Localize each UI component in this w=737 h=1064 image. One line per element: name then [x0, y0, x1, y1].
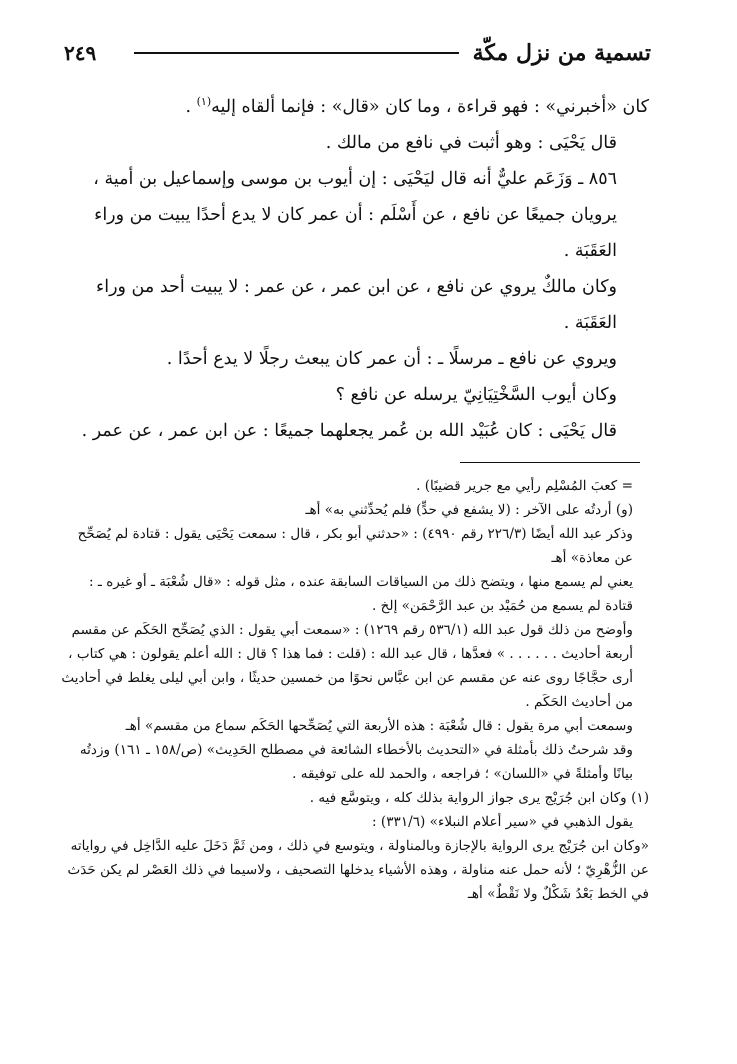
footnote-separator — [460, 462, 640, 463]
footnote-1: (١) وكان ابن جُرَيْج يرى جواز الرواية بذلك كله ، ويتوسَّع فيه . — [309, 790, 649, 806]
main-paragraph-4: وكان مالكٌ يروي عن نافع ، عن ابن عمر ، عن عمر : لا يبيت أحد من وراء العَقَبَة . — [96, 276, 617, 333]
footnote-line-4: يعني لم يسمع منها ، ويتضح ذلك من السياقات السابقة عنده ، مثل قوله : «قال شُعْبَة ـ أو غيره ـ : قتادة لم يسمع من حُمَيْد بن عبد الرَّحْمَن» إلخ . — [88, 574, 633, 614]
page-header — [64, 38, 651, 68]
header-rule — [134, 52, 459, 54]
main-paragraph-5: ويروي عن نافع ـ مرسلًا ـ : أن عمر كان يبعث رجلًا لا يدع أحدًا . — [166, 348, 617, 369]
main-paragraph-7: قال يَحْيَى : كان عُبَيْد الله بن عُمر يجعلهما جميعًا : عن ابن عمر ، عن عمر . — [81, 420, 617, 441]
main-paragraph-1-text: كان «أخبرني» : فهو قراءة ، وما كان «قال» : فإنما ألقاه إليه — [211, 96, 649, 117]
footnote-1-quote: «وكان ابن جُرَيْج يرى الرواية بالإجازة وبالمناولة ، ويتوسع في ذلك ، ومن ثَمَّ دَخَلَ عليه الدَّاخِل في رواياته عن الزُّهْرِيّ ؛ لأنه حمل عنه مناولة ، وهذه الأشياء يدخلها التصحيف ، ولاسيما في ذلك العَصْر لم يكن حَدَث في الخط بَعْدُ شَكْلٌ ولا نَقْطٌ» أهـ — [67, 838, 649, 902]
main-paragraph-3: ٨٥٦ ـ وَزَعَم عليٌّ أنه قال ليَحْيَى : إن أيوب بن موسى وإسماعيل بن أمية ، يرويان جميعًا عن نافع ، عن أَسْلَم : أن عمر كان لا يدع أحدًا يبيت من وراء العَقَبَة . — [93, 168, 617, 261]
footnote-line-5: وأوضح من ذلك قول عبد الله (٥٣٦/١ رقم ١٢٦٩) : «سمعت أبي يقول : الذي يُصَحِّح الحَكَم عن مقسم أربعة أحاديث . . . . . . » فعدَّها ، قال عبد الله : (قلت : فما هذا ؟ قال : الله أعلم يقولون : هي كتاب ، أرى حجَّاجًا روى عنه عن مقسم عن ابن عبَّاس نحوًا من خمسين حديثًا ، وابن أبي ليلى يغلط في أحاديث من أحاديث الحَكَم . — [61, 622, 633, 710]
running-title: تسمية من نزل مكّة — [472, 40, 651, 66]
main-text — [60, 84, 649, 449]
footnote-line-3: وذكر عبد الله أيضًا (٢٢٦/٣ رقم ٤٩٩٠) : «حدثني أبو بكر ، قال : سمعت يَحْيَى يقول : قتادة لم يُصَحِّح عن معاذة» أهـ — [77, 526, 633, 566]
footnote-line-1: = كعبَ المُسْلِم رأيي مع جرير قضيبًا) . — [416, 478, 633, 494]
page-number: ٢٤٩ — [64, 41, 97, 65]
footnote-line-2: (و) أردتُه على الآخر : (لا يشفع في حدٍّ) فلم يُحدِّثني به» أهـ — [305, 502, 633, 518]
footnote-line-6: وسمعت أبي مرة يقول : قال شُعْبَة : هذه الأربعة التي يُصَحِّحها الحَكَم سماع من مقسم» أهـ — [125, 718, 633, 734]
footnote-line-7: وقد شرحتُ ذلك بأمثلة في «التحديث بالأخطاء الشائعة في مصطلح الحَدِيث» (ص/١٥٨ ـ ١٦١) وزدتُه بيانًا وأمثلةً في «اللسان» ؛ فراجعه ، والحمد لله على توفيقه . — [79, 742, 633, 782]
footnote-reference: (١) — [196, 95, 212, 108]
main-paragraph-6: وكان أيوب السَّخْتِيَانِيّ يرسله عن نافع ؟ — [335, 384, 617, 405]
main-paragraph-1-period: . — [185, 96, 192, 117]
main-paragraph-1 — [60, 84, 649, 125]
footnote-1-line-2: يقول الذهبي في «سير أعلام النبلاء» (٣٣١/٦) : — [372, 814, 633, 830]
footnotes — [60, 474, 649, 906]
main-paragraph-2: قال يَحْيَى : وهو أثبت في نافع من مالك . — [325, 132, 617, 153]
